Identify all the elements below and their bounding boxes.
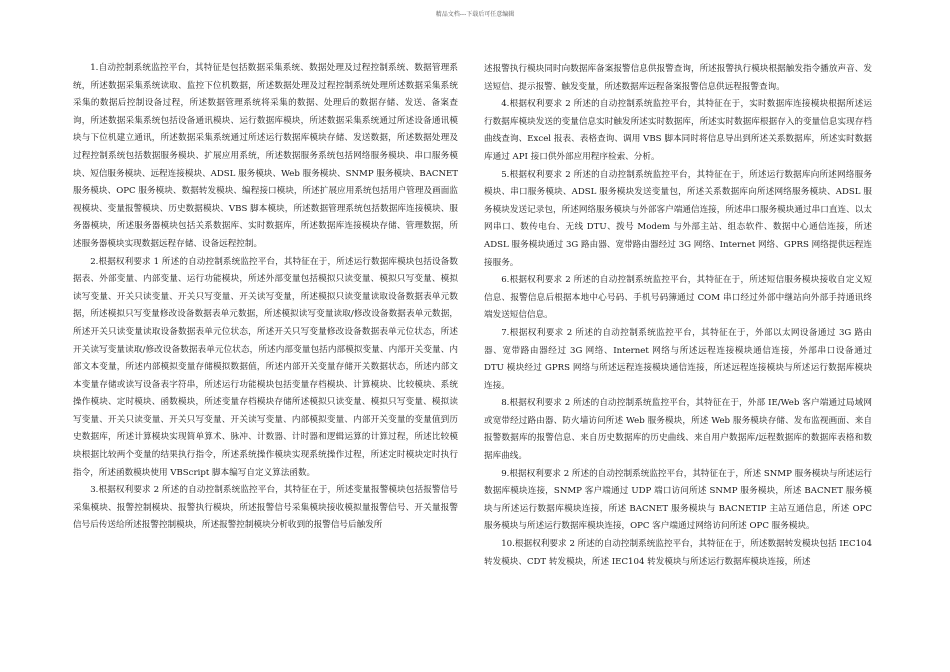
claim-9: 9.根据权利要求 2 所述的自动控制系统监控平台，其特征在于，所述 SNMP 服务模块与所述运行数据库模块连接，SNMP 客户端通过 UDP 端口访问所述 SNMP 服务模块，所述 BACNET 服务模块与所述运行数据库模块连接，所述 BACNET 服务模块与 BACNETIP 主站互通信息，所述 OPC 服务模块与所述运行数据库模块连接，OPC 客户端通过网络访问所述 OPC 服务模块。	[484, 468, 872, 532]
right-column	[484, 61, 872, 571]
left-column	[73, 60, 458, 535]
claim-3: 3.根据权利要求 2 所述的自动控制系统监控平台，其特征在于，所述变量报警模块包括报警信号采集模块、报警控制模块、报警执行模块，所述报警信号采集模块接收模拟量报警信号、开关量报警信号后传送给所述报警控制模块，所述报警控制模块分析收到的报警信号后触发所	[73, 485, 458, 531]
claim-4: 4.根据权利要求 2 所述的自动控制系统监控平台，其特征在于，实时数据库连接模块根据所述运行数据库模块发送的变量信息实时触发所述实时数据库，所述实时数据库根据存入的变量信息实现存档曲线查询、Excel 报表、表格查询、调用 VBS 脚本同时将信息导出到所述关系数据库，所述实时数据库通过 API 接口供外部应用程序检索、分析。	[484, 99, 872, 162]
page-header: 精品文档---下载后可任意编辑	[435, 11, 515, 18]
claim-6: 6.根据权利要求 2 所述的自动控制系统监控平台，其特征在于，所述短信服务模块接收自定义短信息、报警信息后根据本地中心号码、手机号码簿通过 COM 串口经过外部中继站向外部手持通讯终端发送短信信息。	[484, 275, 872, 321]
claim-8: 8.根据权利要求 2 所述的自动控制系统监控平台，其特征在于，外部 IE/Web 客户端通过局域网或宽带经过路由器、防火墙访问所述 Web 服务模块，所述 Web 服务模块存储、发布监视画面、来自报警数据库的报警信息、来自历史数据库的历史曲线、来自用户数据库/远程数据库的数据库表格和数据库曲线。	[484, 398, 872, 462]
claim-1: 1.自动控制系统监控平台，其特征是包括数据采集系统、数据处理及过程控制系统、数据管理系统，所述数据采集系统读取、监控下位机数据，所述数据处理及过程控制系统处理所述数据采集系统采集的数据后控制设备过程，所述数据管理系统将采集的数据、处理后的数据存储、发送、备案查询，所述数据采集系统包括设备通讯模块、运行数据库模块，所述数据采集系统通过所述设备通讯模块与下位机建立通讯，所述数据采集系统通过所述运行数据库模块存储、发送数据，所述数据处理及过程控制系统包括数据服务模块、扩展应用系统，所述数据服务系统包括网络服务模块、串口服务模块、短信服务模块、远程连接模块、ADSL 服务模块、Web 服务模块、SNMP 服务模块、BACNET 服务模块、OPC 服务模块、数据转发模块、编程接口模块，所述扩展应用系统包括用户管理及画面监视模块、变量报警模块、历史数据模块、VBS 脚本模块，所述数据管理系统包括数据库连接模块、服务器模块，所述服务器模块包括关系数据库、实时数据库，所述数据库连接模块存储、管理数据，所述服务器模块实现数据远程存储、设备远程控制。	[73, 63, 458, 249]
claim-2: 2.根据权利要求 1 所述的自动控制系统监控平台，其特征在于，所述运行数据库模块包括设备数据表、外部变量、内部变量、运行功能模块，所述外部变量包括模拟只读变量、模拟只写变量、模拟读写变量、开关只读变量、开关只写变量、开关读写变量，所述模拟只读变量读取设备数据表单元数据，所述模拟只写变量修改设备数据表单元数据，所述模拟读写变量读取/修改设备数据表单元数据，所述开关只读变量读取设备数据表单元位状态，所述开关只写变量修改设备数据表单元位状态，所述开关读写变量读取/修改设备数据表单元位状态，所述内部变量包括内部模拟变量、内部开关变量、内部文本变量，所述内部模拟变量存储模拟数据值，所述内部开关变量存储开关数据状态，所述内部文本变量存储或读写设备表字符串，所述运行功能模块包括变量存档模块、计算模块、比较模块、系统操作模块、定时模块、函数模块，所述变量存档模块存储所述模拟只读变量、模拟只写变量、模拟读写变量、开关只读变量、开关只写变量、开关读写变量、内部模拟变量、内部开关变量的变量值到历史数据库，所述计算模块实现简单算术、脉冲、计数器、计时器和逻辑运算的计算过程，所述比较模块根据比较两个变量的结果执行指令，所述系统操作模块实现系统操作过程，所述定时模块定时执行指令，所述函数模块使用 VBScript 脚本编写自定义算法函数。	[73, 256, 458, 478]
claim-10: 10.根据权利要求 2 所述的自动控制系统监控平台，其特征在于，所述数据转发模块包括 IEC104 转发模块、CDT 转发模块，所述 IEC104 转发模块与所述运行数据库模块连接，所述	[484, 539, 872, 567]
claim-5: 5.根据权利要求 2 所述的自动控制系统监控平台，其特征在于，所述运行数据库向所述网络服务模块、串口服务模块、ADSL 服务模块发送变量包，所述关系数据库向所述网络服务模块、ADSL 服务模块发送记录包，所述网络服务模块与外部客户端通信连接，所述串口服务模块通过串口直连、以太网串口、数传电台、无线 DTU、拨号 Modem 与外部主站、组态软件、数据中心通信连接，所述 ADSL 服务模块通过 3G 路由器、宽带路由器经过 3G 网络、Internet 网络、GPRS 网络提供远程连接服务。	[484, 169, 872, 268]
claim-7: 7.根据权利要求 2 所述的自动控制系统监控平台，其特征在于，外部以太网设备通过 3G 路由器、宽带路由器经过 3G 网络、Internet 网络与所述远程连接模块通信连接，外部串口设备通过 DTU 模块经过 GPRS 网络与所述远程连接模块通信连接，所述远程连接模块与所述运行数据库模块连接。	[484, 327, 872, 391]
claim-3-continuation: 述报警执行模块同时向数据库备案报警信息供报警查询，所述报警执行模块根据触发指令播放声音、发送短信、提示报警、触发变量，所述数据库远程备案报警信息供远程报警查询。	[484, 64, 872, 92]
